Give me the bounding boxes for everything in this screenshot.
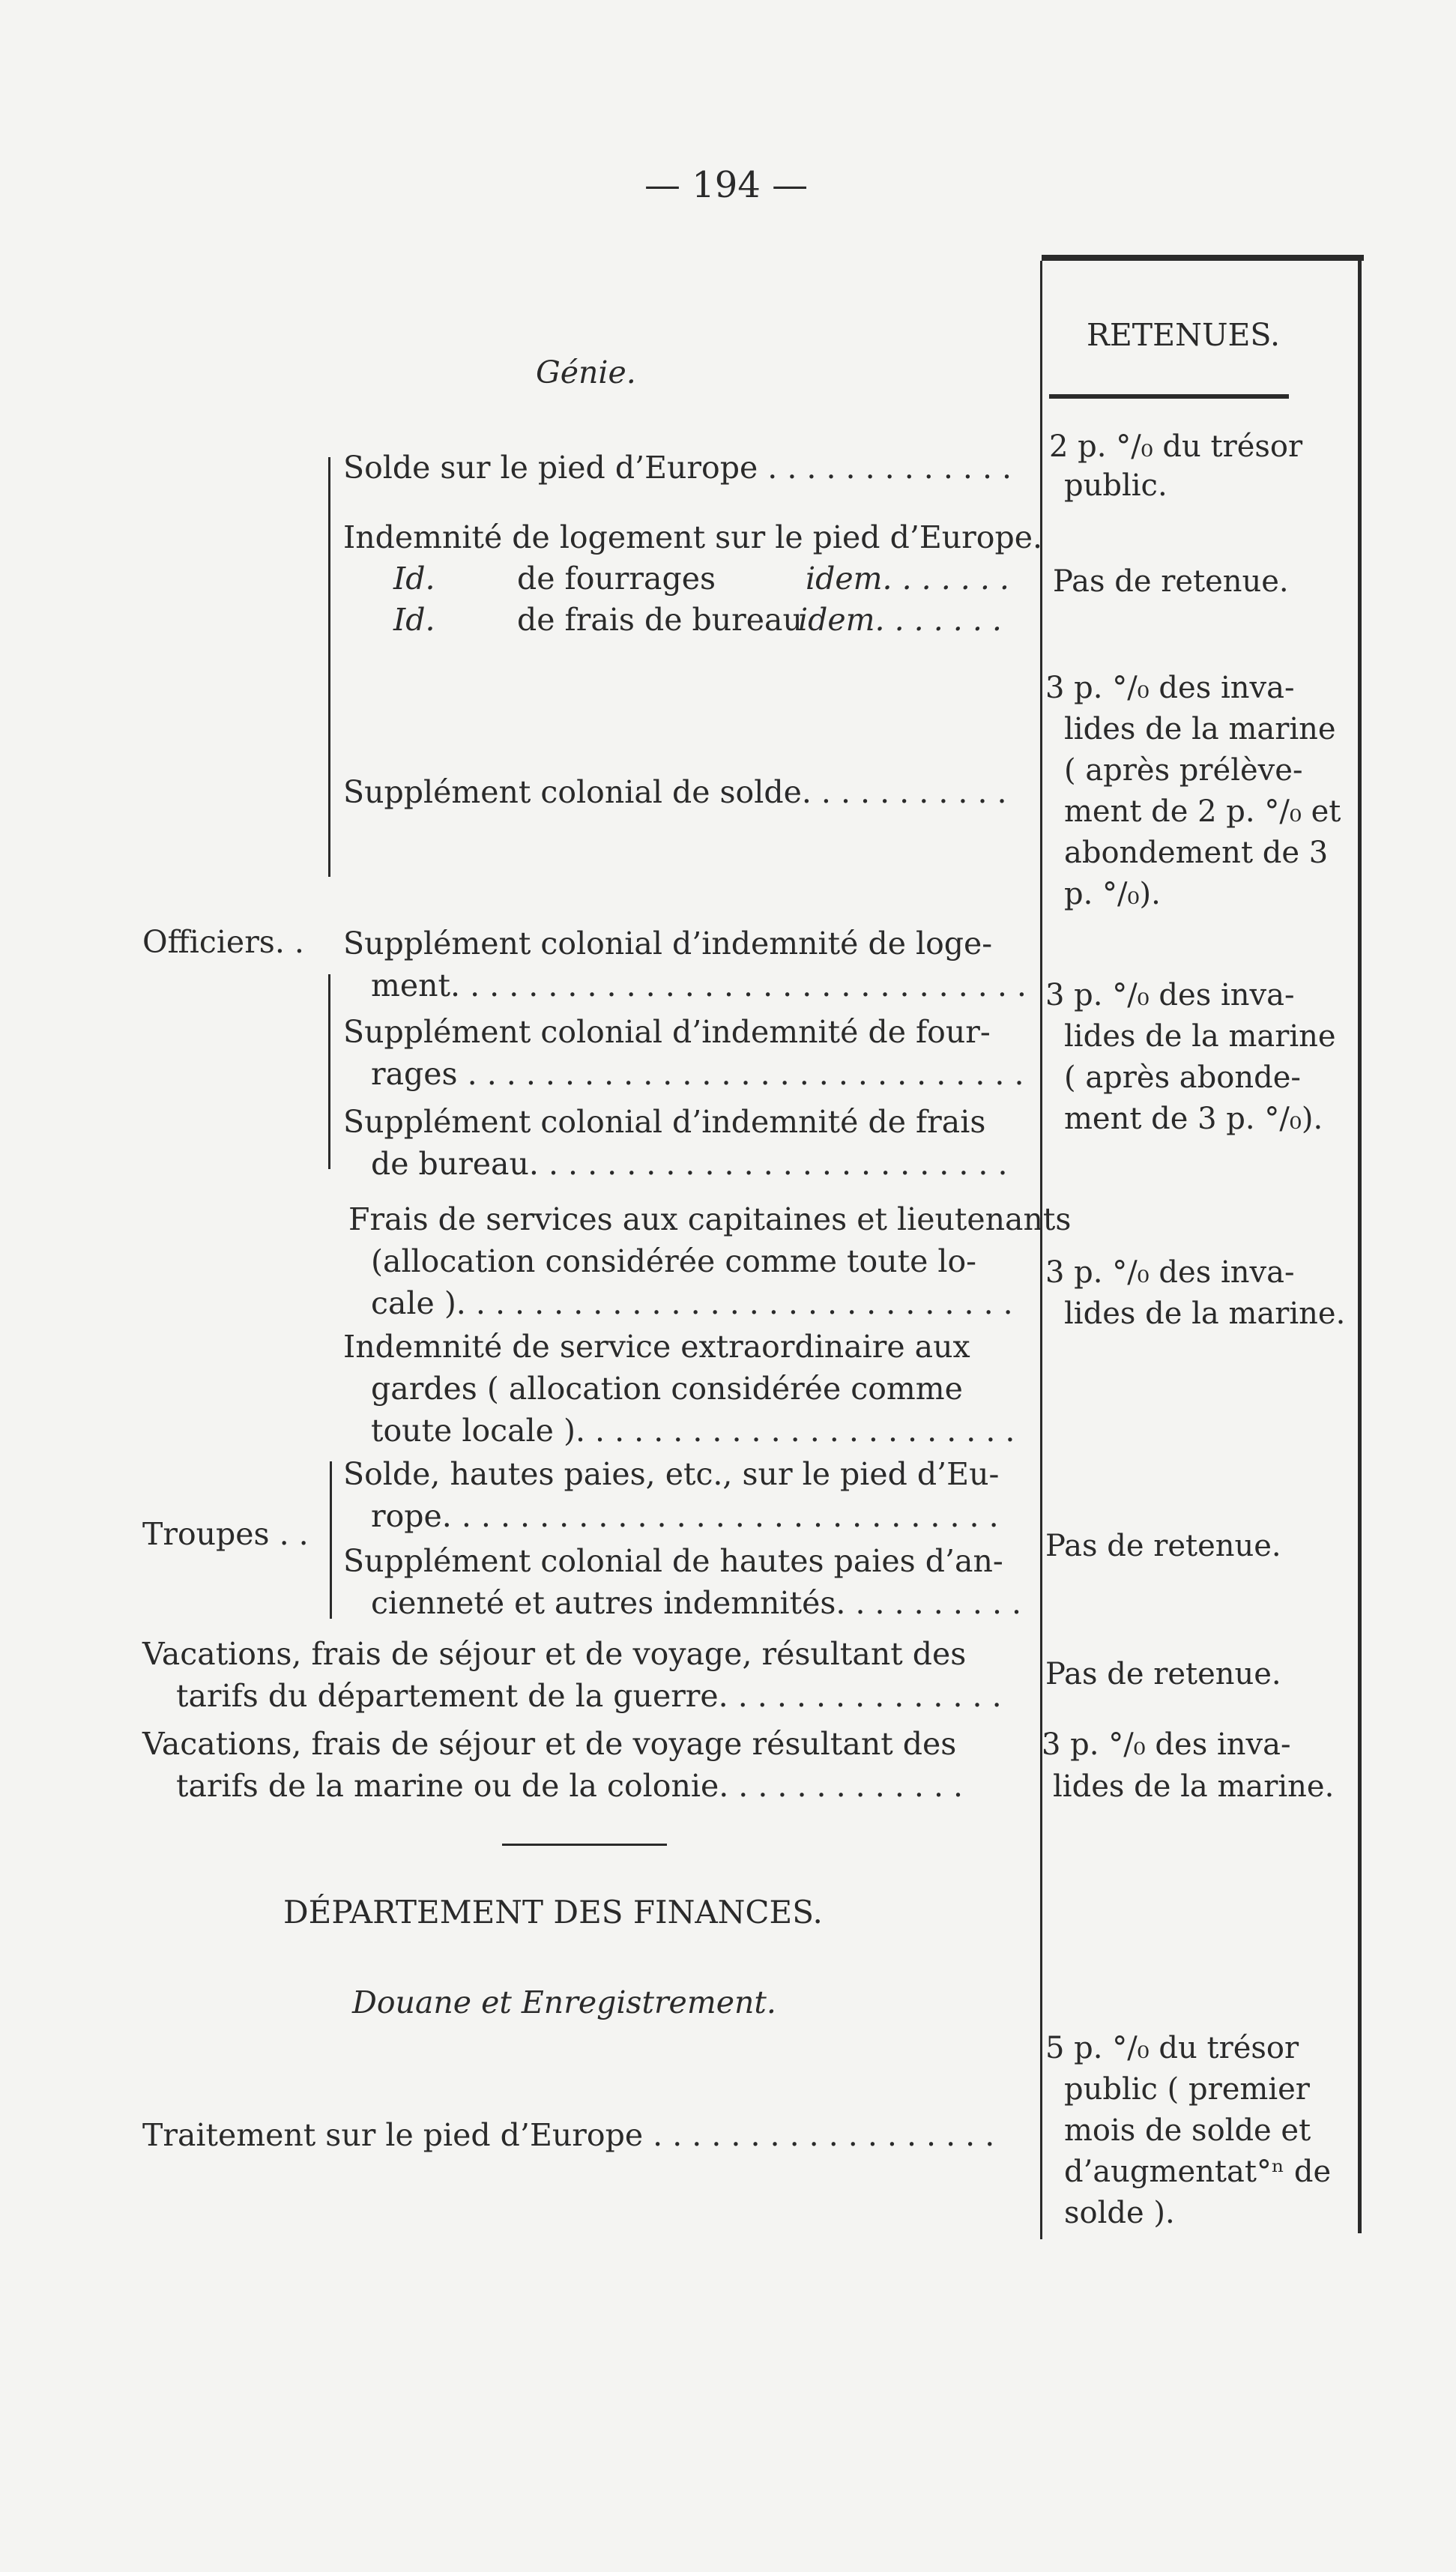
- row-indemnites-line-5: Supplément colonial d’indemnité de frais: [343, 1104, 986, 1140]
- row-frais-services-line-6: toute locale ). . . . . . . . . . . . . . . . . . . . . . .: [371, 1413, 1015, 1449]
- row-indemnites-retenue-1: 3 p. °/₀ des inva-: [1045, 978, 1295, 1012]
- troupes-line-2: rope. . . . . . . . . . . . . . . . . . . . . . . . . . . . .: [371, 1498, 999, 1534]
- row-supplement-solde-retenue-1: 3 p. °/₀ des inva-: [1045, 671, 1295, 705]
- finances-retenue-4: d’augmentat°ⁿ de: [1064, 2155, 1332, 2189]
- row-frais-services-retenue-2: lides de la marine.: [1064, 1296, 1346, 1331]
- section-divider: [502, 1844, 667, 1846]
- row-indemnites-line-1: Supplément colonial d’indemnité de loge-: [343, 926, 993, 962]
- troupes-group-label: Troupes . .: [142, 1516, 309, 1552]
- retenues-top-rule: [1042, 255, 1364, 261]
- troupes-line-3: Supplément colonial de hautes paies d’an-: [343, 1543, 1003, 1579]
- finances-retenue-1: 5 p. °/₀ du trésor: [1045, 2031, 1299, 2065]
- row-logement-retenue: Pas de retenue.: [1053, 564, 1289, 599]
- finances-subtitle: Douane et Enregistrement.: [352, 1984, 776, 2020]
- row-frais-services-line-2: (allocation considérée comme toute lo-: [371, 1243, 977, 1279]
- retenues-column-left-rule: [1040, 261, 1042, 2239]
- row-frais-bureau-prefix: Id.: [393, 602, 435, 638]
- row-indemnites-line-4: rages . . . . . . . . . . . . . . . . . . . . . . . . . . . . .: [371, 1056, 1024, 1092]
- row-solde-europe-retenue-2: public.: [1064, 468, 1167, 503]
- finances-retenue-3: mois de solde et: [1064, 2113, 1311, 2148]
- vacations-guerre-retenue: Pas de retenue.: [1045, 1657, 1281, 1691]
- retenues-title-rule: [1049, 394, 1289, 399]
- row-solde-europe-label: Solde sur le pied d’Europe . . . . . . . . . . . . .: [343, 450, 1012, 486]
- row-supplement-solde-retenue-6: p. °/₀).: [1064, 877, 1161, 911]
- row-solde-europe-retenue-1: 2 p. °/₀ du trésor: [1049, 429, 1303, 464]
- row-frais-services-retenue-1: 3 p. °/₀ des inva-: [1045, 1255, 1295, 1290]
- retenues-column-right-rule: [1358, 255, 1362, 2233]
- troupes-line-1: Solde, hautes paies, etc., sur le pied d’Eu-: [343, 1456, 1000, 1492]
- finances-retenue-2: public ( premier: [1064, 2072, 1310, 2107]
- row-indemnites-retenue-2: lides de la marine: [1064, 1019, 1336, 1054]
- finances-title: DÉPARTEMENT DES FINANCES.: [283, 1894, 823, 1930]
- row-supplement-solde-retenue-5: abondement de 3: [1064, 836, 1329, 870]
- row-frais-services-line-4: Indemnité de service extraordinaire aux: [343, 1329, 970, 1365]
- row-indemnites-line-3: Supplément colonial d’indemnité de four-: [343, 1014, 991, 1050]
- row-supplement-solde-retenue-4: ment de 2 p. °/₀ et: [1064, 794, 1341, 829]
- row-supplement-solde-retenue-3: ( après prélève-: [1064, 753, 1303, 788]
- officiers-brace-line: [328, 457, 330, 877]
- vacations-guerre-line-1: Vacations, frais de séjour et de voyage, résultant des: [142, 1636, 967, 1672]
- row-supplement-solde-retenue-2: lides de la marine: [1064, 712, 1336, 746]
- row-indemnites-line-2: ment. . . . . . . . . . . . . . . . . . . . . . . . . . . . . .: [371, 967, 1027, 1003]
- vacations-marine-line-1: Vacations, frais de séjour et de voyage résultant des: [142, 1726, 957, 1762]
- row-frais-services-line-3: cale ). . . . . . . . . . . . . . . . . . . . . . . . . . . . .: [371, 1285, 1013, 1321]
- row-fourrages-prefix: Id.: [393, 561, 435, 597]
- finances-traitement-label: Traitement sur le pied d’Europe . . . . . . . . . . . . . . . . . .: [142, 2117, 995, 2153]
- vacations-marine-retenue-2: lides de la marine.: [1053, 1769, 1335, 1804]
- troupes-line-4: cienneté et autres indemnités. . . . . . . . . .: [371, 1585, 1022, 1621]
- row-frais-services-line-5: gardes ( allocation considérée comme: [371, 1371, 963, 1407]
- row-indemnites-retenue-4: ment de 3 p. °/₀).: [1064, 1102, 1323, 1136]
- row-fourrages-label: de fourrages: [517, 561, 716, 597]
- retenues-title: RETENUES.: [1087, 317, 1281, 353]
- section-genie-title: Génie.: [536, 354, 636, 390]
- officiers-brace-line-lower: [328, 974, 330, 1169]
- row-frais-bureau-label: de frais de bureau: [517, 602, 803, 638]
- row-fourrages-suffix: idem. . . . . . .: [806, 561, 1009, 597]
- row-indemnites-line-6: de bureau. . . . . . . . . . . . . . . . . . . . . . . . .: [371, 1146, 1008, 1182]
- troupes-brace-line: [330, 1461, 332, 1619]
- row-supplement-solde-label: Supplément colonial de solde. . . . . . . . . . .: [343, 774, 1007, 810]
- row-frais-services-line-1: Frais de services aux capitaines et lieutenants: [348, 1201, 1072, 1237]
- row-frais-bureau-suffix: idem. . . . . . .: [798, 602, 1002, 638]
- row-logement-label: Indemnité de logement sur le pied d’Europe.: [343, 519, 1043, 555]
- vacations-marine-line-2: tarifs de la marine ou de la colonie. . . . . . . . . . . . .: [176, 1768, 964, 1804]
- row-indemnites-retenue-3: ( après abonde-: [1064, 1060, 1301, 1095]
- finances-retenue-5: solde ).: [1064, 2196, 1175, 2230]
- troupes-retenue: Pas de retenue.: [1045, 1529, 1281, 1563]
- page-number: — 194 —: [644, 164, 809, 206]
- vacations-marine-retenue-1: 3 p. °/₀ des inva-: [1042, 1727, 1291, 1762]
- vacations-guerre-line-2: tarifs du département de la guerre. . . . . . . . . . . . . . .: [176, 1678, 1002, 1714]
- officiers-group-label: Officiers. .: [142, 924, 304, 960]
